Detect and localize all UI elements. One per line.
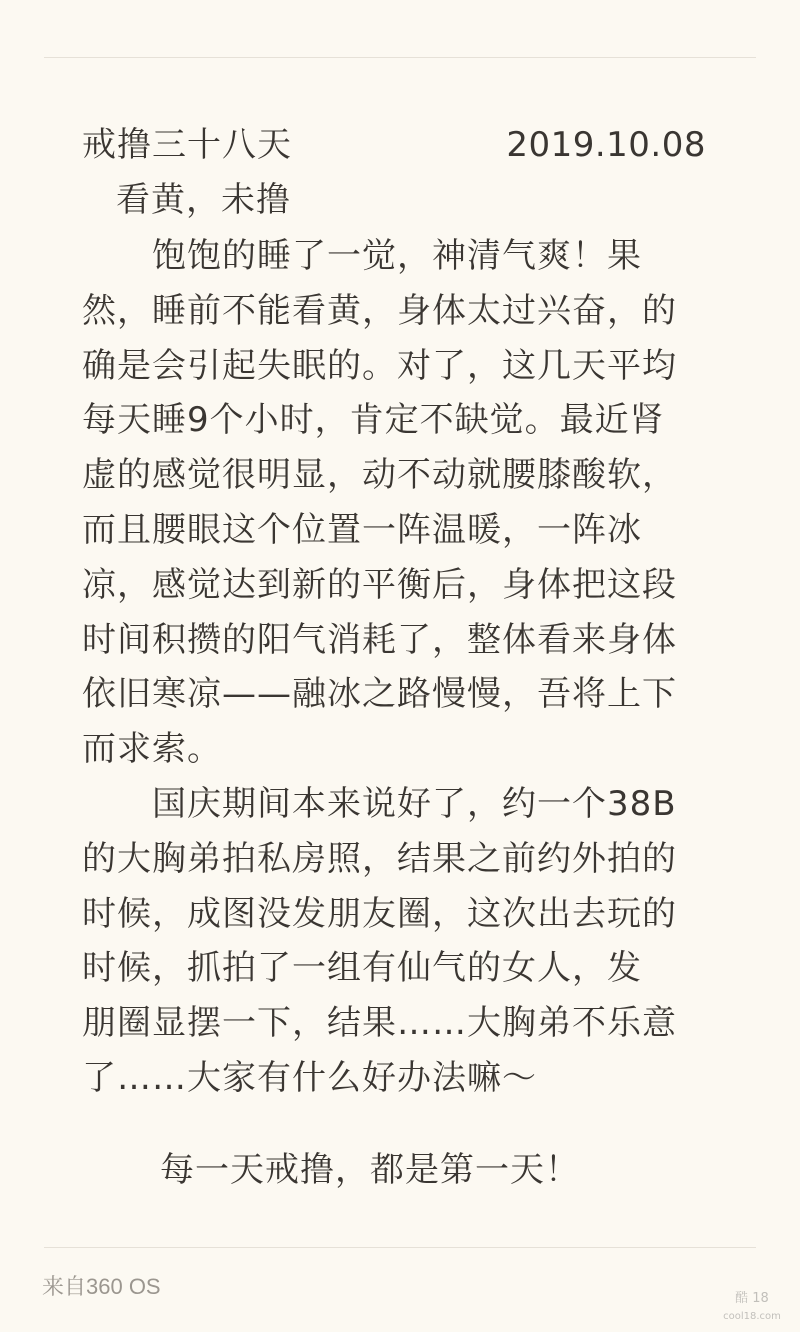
text-line: 确是会引起失眠的。对了，这几天平均 [82,345,677,386]
text-line: 然，睡前不能看黄，身体太过兴奋，的 [82,290,677,331]
source-label: 来自360 OS [42,1274,161,1299]
text-line: 每天睡9个小时，肯定不缺觉。最近肾 [82,400,665,441]
text-line: 时间积攒的阳气消耗了，整体看来身体 [82,619,677,660]
post-date: 2019.10.08 [506,125,706,165]
text-line: 时候，成图没发朋友圈，这次出去玩的 [82,893,677,934]
closing-line: 每一天戒撸，都是第一天！ [160,1150,580,1190]
text-line: 虚的感觉很明显，动不动就腰膝酸软， [82,455,677,496]
text-line: 依旧寒凉——融冰之路慢慢，吾将上下 [82,674,677,715]
post-subtitle: 看黄，未撸 [116,180,291,220]
text-line: 的大胸弟拍私房照，结果之前约外拍的 [82,838,677,879]
text-line: 了……大家有什么好办法嘛～ [82,1057,537,1098]
text-line: 国庆期间本来说好了，约一个38B [152,783,677,824]
text-line: 朋圈显摆一下，结果……大胸弟不乐意 [82,1003,677,1044]
site-watermark-logo [722,1286,782,1326]
text-line: 而求索。 [82,729,222,770]
top-divider [44,57,756,58]
post-header [82,118,706,172]
post-body [82,229,708,1106]
paragraph-2 [82,777,708,1106]
text-line: 凉，感觉达到新的平衡后，身体把这段 [82,564,677,605]
paragraph-1 [82,229,708,777]
post-title: 戒撸三十八天 [82,125,292,165]
bottom-divider [44,1247,756,1248]
text-line: 时候，抓拍了一组有仙气的女人，发 [82,948,642,989]
watermark-bottom-text: cool18.com [723,1311,781,1322]
text-line: 而且腰眼这个位置一阵温暖，一阵冰 [82,509,642,550]
text-line: 饱饱的睡了一觉，神清气爽！果 [152,236,642,276]
watermark-top-text: 酷 18 [735,1291,769,1306]
